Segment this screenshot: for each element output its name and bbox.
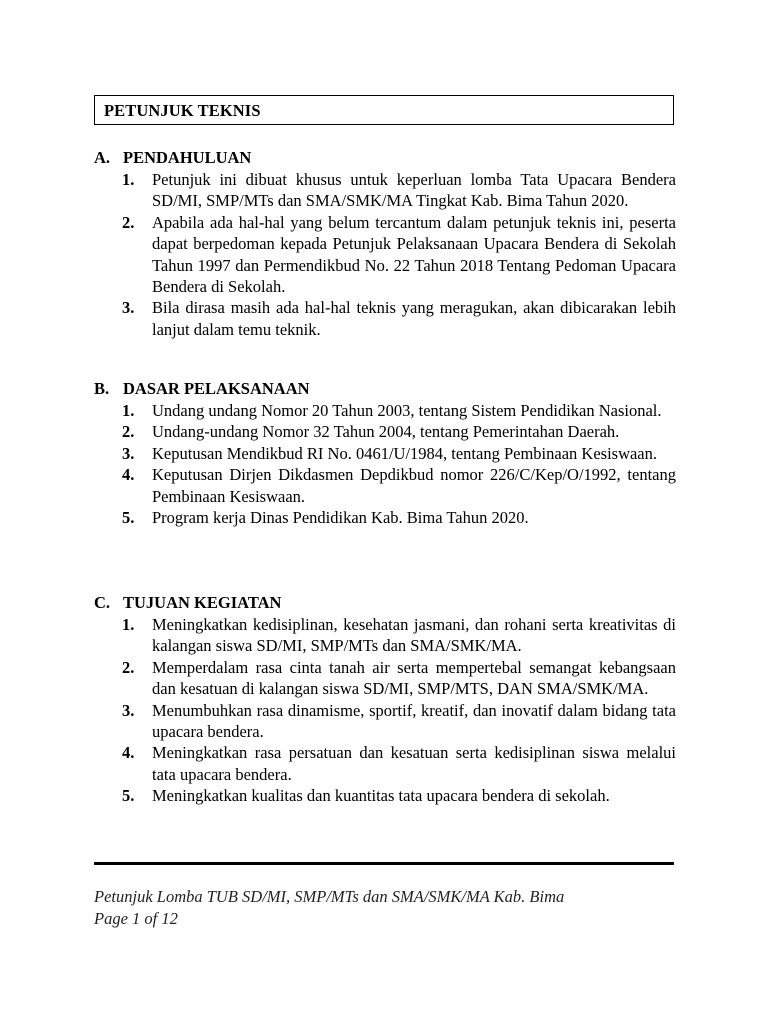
- section-heading: [94, 378, 676, 400]
- section-heading: [94, 147, 676, 169]
- list-item: [94, 212, 676, 298]
- list-item: [94, 169, 676, 212]
- item-number: 1.: [122, 401, 135, 420]
- section-letter: A.: [94, 148, 111, 167]
- item-number: 3.: [122, 700, 135, 720]
- item-number: 3.: [122, 443, 135, 463]
- section-title: PENDAHULUAN: [123, 148, 252, 167]
- section-title: TUJUAN KEGIATAN: [123, 593, 282, 612]
- item-text: Petunjuk ini dibuat khusus untuk keperluan lomba Tata Upacara Bendera SD/MI, SMP/MTs dan SMA/SMK/MA Tingkat Kab. Bima Tahun 2020.: [152, 170, 676, 211]
- list-item: [94, 700, 676, 743]
- item-text: Undang undang Nomor 20 Tahun 2003, tentang Sistem Pendidikan Nasional.: [152, 401, 662, 420]
- item-text: Program kerja Dinas Pendidikan Kab. Bima Tahun 2020.: [152, 508, 529, 528]
- page-footer: [94, 886, 564, 929]
- list-item: [94, 443, 676, 464]
- list-item: [94, 400, 676, 421]
- section-pendahuluan: [94, 147, 676, 340]
- item-text: Keputusan Mendikbud RI No. 0461/U/1984, tentang Pembinaan Kesiswaan.: [152, 443, 658, 463]
- item-text: Meningkatkan kualitas dan kuantitas tata upacara bendera di sekolah.: [152, 786, 610, 806]
- section-letter: C.: [94, 593, 111, 612]
- item-text: Bila dirasa masih ada hal-hal teknis yang meragukan, akan dibicarakan lebih lanjut dalam temu teknik.: [152, 298, 676, 339]
- item-text: Menumbuhkan rasa dinamisme, sportif, kreatif, dan inovatif dalam bidang tata upacara bendera.: [152, 700, 676, 742]
- item-text: Undang-undang Nomor 32 Tahun 2004, tentang Pemerintahan Daerah.: [152, 422, 620, 442]
- item-number: 5.: [122, 508, 135, 528]
- footer-page-number: Page 1 of 12: [94, 908, 178, 928]
- item-text: Apabila ada hal-hal yang belum tercantum dalam petunjuk teknis ini, peserta dapat berpedoman kepada Petunjuk Pelaksanaan Upacara Bendera di Sekolah Tahun 1997 dan Permendikbud No. 22 Tahun 2018 Tentang Pedoman Upacara Bendera di Sekolah.: [152, 212, 676, 297]
- list-item: [94, 421, 676, 442]
- item-number: 2.: [122, 657, 135, 677]
- item-number: 2.: [122, 212, 135, 232]
- document-title: PETUNJUK TEKNIS: [104, 101, 261, 120]
- item-number: 1.: [122, 170, 135, 189]
- list-item: [94, 614, 676, 657]
- list-item: [94, 507, 676, 528]
- section-tujuan-kegiatan: [94, 592, 676, 807]
- list-item: [94, 297, 676, 340]
- item-number: 5.: [122, 786, 135, 806]
- item-number: 4.: [122, 465, 135, 485]
- section-title: DASAR PELAKSANAAN: [123, 379, 310, 398]
- item-number: 2.: [122, 422, 135, 442]
- item-text: Meningkatkan kedisiplinan, kesehatan jasmani, dan rohani serta kreativitas di kalangan siswa SD/MI, SMP/MTs dan SMA/SMK/MA.: [152, 615, 676, 656]
- list-item: [94, 785, 676, 806]
- list-item: [94, 742, 676, 785]
- item-number: 4.: [122, 743, 135, 763]
- item-text: Meningkatkan rasa persatuan dan kesatuan serta kedisiplinan siswa melalui tata upacara bendera.: [152, 743, 676, 784]
- section-dasar-pelaksanaan: [94, 378, 676, 528]
- item-text: Memperdalam rasa cinta tanah air serta mempertebal semangat kebangsaan dan kesatuan di kalangan siswa SD/MI, SMP/MTS, DAN SMA/SMK/MA.: [152, 657, 676, 699]
- section-heading: [94, 592, 676, 614]
- document-title-box: [94, 95, 674, 125]
- list-item: [94, 657, 676, 700]
- section-letter: B.: [94, 379, 110, 398]
- list-item: [94, 464, 676, 507]
- item-number: 1.: [122, 615, 135, 634]
- item-text: Keputusan Dirjen Dikdasmen Depdikbud nomor 226/C/Kep/O/1992, tentang Pembinaan Kesiswaan.: [152, 465, 676, 506]
- footer-divider: [94, 862, 674, 865]
- item-number: 3.: [122, 298, 135, 318]
- footer-document-title: Petunjuk Lomba TUB SD/MI, SMP/MTs dan SMA/SMK/MA Kab. Bima: [94, 887, 565, 906]
